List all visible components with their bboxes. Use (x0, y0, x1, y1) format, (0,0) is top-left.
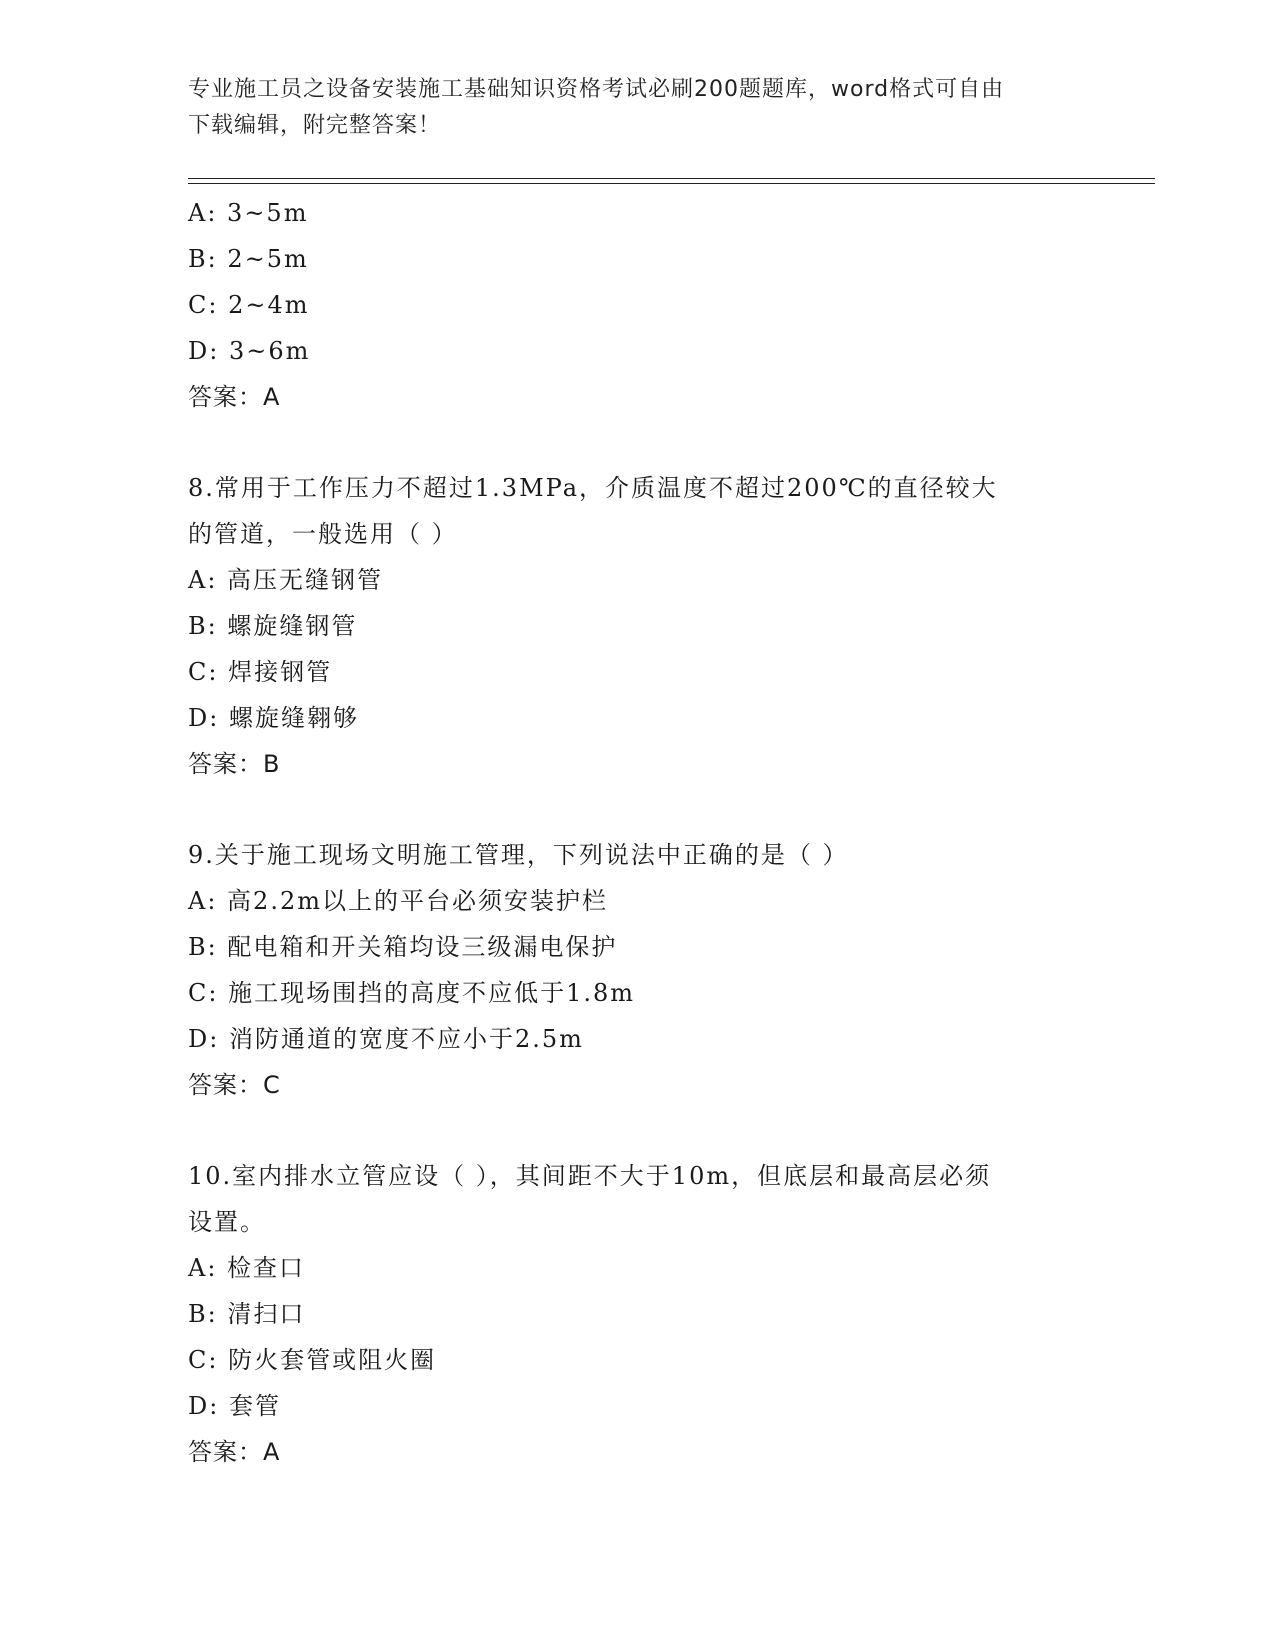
question-9-option-d: D: 消防通道的宽度不应小于2.5m (188, 1025, 584, 1053)
header-line-1: 专业施工员之设备安装施工基础知识资格考试必刷200题题库，word格式可自由 (188, 77, 1005, 102)
question-10-answer: 答案：A (188, 1438, 281, 1466)
question-10-stem-line-1: 10.室内排水立管应设（ ），其间距不大于10m，但底层和最高层必须 (188, 1162, 992, 1190)
question-10-option-a: A: 检查口 (188, 1254, 306, 1282)
question-8-stem-line-1: 8.常用于工作压力不超过1.3MPa，介质温度不超过200℃的直径较大 (188, 474, 998, 502)
question-7-option-b: B: 2~5m (188, 245, 309, 273)
question-10-option-b: B: 清扫口 (188, 1300, 306, 1328)
question-8-option-b: B: 螺旋缝钢管 (188, 612, 358, 640)
question-9 (188, 832, 1088, 1108)
question-10-option-c: C: 防火套管或阻火圈 (188, 1346, 437, 1374)
question-9-option-c: C: 施工现场围挡的高度不应低于1.8m (188, 979, 636, 1007)
question-7-answer: 答案：A (188, 383, 281, 411)
question-list (188, 190, 1088, 1475)
question-8 (188, 465, 1088, 787)
question-10-stem-line-2: 设置。 (188, 1208, 266, 1236)
header-line-2: 下载编辑，附完整答案！ (188, 113, 442, 138)
question-7-option-c: C: 2~4m (188, 291, 310, 319)
question-9-option-a: A: 高2.2m以上的平台必须安装护栏 (188, 887, 608, 915)
question-9-option-b: B: 配电箱和开关箱均设三级漏电保护 (188, 933, 618, 961)
spacer (188, 420, 1088, 465)
spacer (188, 1108, 1088, 1153)
question-8-answer: 答案：B (188, 750, 281, 778)
question-9-stem-line-1: 9.关于施工现场文明施工管理，下列说法中正确的是（ ） (188, 841, 849, 869)
question-8-option-d: D: 螺旋缝翱够 (188, 704, 359, 732)
spacer (188, 787, 1088, 832)
question-10-option-d: D: 套管 (188, 1392, 281, 1420)
question-8-stem-line-2: 的管道，一般选用（ ） (188, 520, 458, 548)
question-7-option-d: D: 3~6m (188, 337, 311, 365)
question-8-option-c: C: 焊接钢管 (188, 658, 333, 686)
question-8-option-a: A: 高压无缝钢管 (188, 566, 384, 594)
header-divider (188, 178, 1155, 184)
page-header (188, 72, 1068, 144)
question-9-answer: 答案：C (188, 1071, 281, 1099)
question-7 (188, 190, 1088, 420)
question-10 (188, 1153, 1088, 1475)
question-7-option-a: A: 3~5m (188, 199, 309, 227)
